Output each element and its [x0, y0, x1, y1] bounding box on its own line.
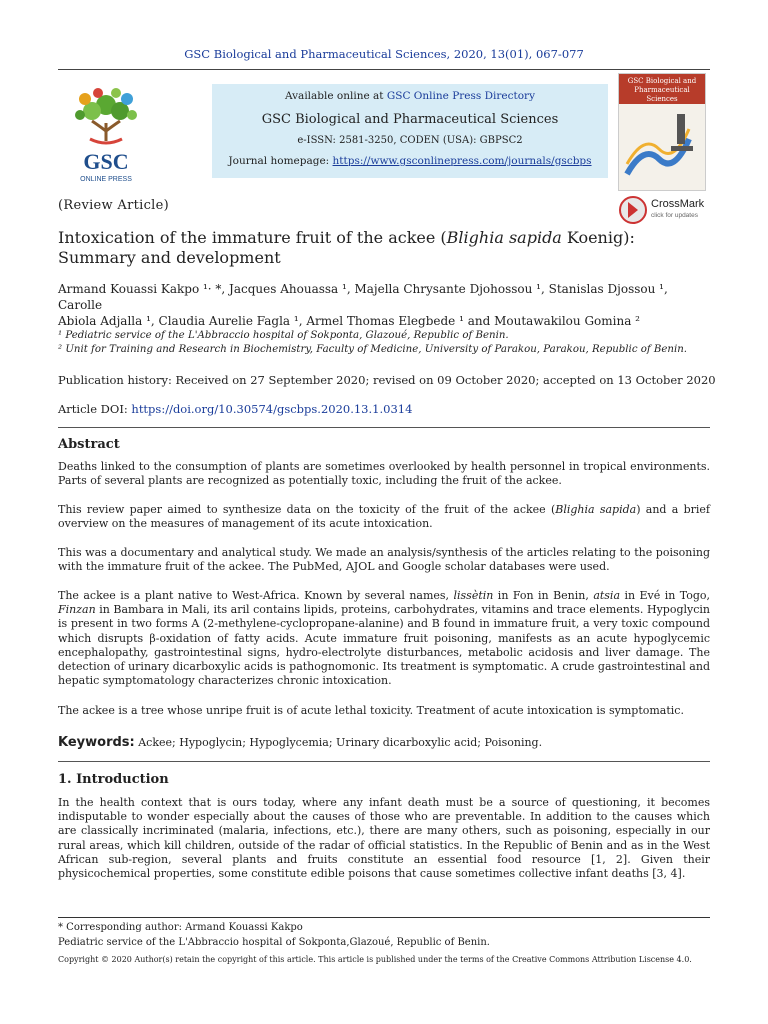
corresponding-author: * Corresponding author: Armand Kouassi Kakpo	[58, 922, 303, 933]
running-header: GSC Biological and Pharmaceutical Sciences, 2020, 13(01), 067-077	[184, 47, 584, 61]
cover-title: GSC Biological and Pharmaceutical Sciences	[619, 74, 705, 104]
section-heading: 1. Introduction	[58, 772, 169, 787]
keywords: Keywords: Ackee; Hypoglycin; Hypoglycemia; Urinary dicarboxylic acid; Poisoning.	[58, 735, 543, 750]
intro-paragraph: In the health context that is ours today, where any infant death must be a source of questioning, it becomes indisputable to wonder especially about the causes of those who are preventable. In addition to the causes which are classically incriminated (malaria, infections, etc.), there are many others, such as poisoning, especially in our rural areas, which kill children, outside of the radar of official statistics. In the Republic of Benin and as in the West African sub-region, several plants and fruits constitute an essential food resource [1, 2]. Given their physicochemical properties, some constitute edible poisons that cause sometimes collective infant deaths [3, 4].	[58, 796, 710, 881]
article-type: (Review Article)	[58, 198, 169, 213]
gsc-logo	[60, 81, 158, 189]
abstract-heading: Abstract	[58, 437, 120, 452]
issn-line: e-ISSN: 2581-3250, CODEN (USA): GBPSC2	[297, 135, 523, 146]
journal-cover-image	[618, 73, 706, 191]
homepage-link[interactable]: https://www.gsconlinepress.com/journals/gscbps	[332, 155, 592, 167]
crossmark-sub: click for updates	[651, 212, 698, 219]
svg-text:GSC: GSC	[83, 149, 129, 174]
journal-name: GSC Biological and Pharmaceutical Sciences	[261, 112, 559, 127]
crossmark-badge[interactable]	[619, 194, 703, 226]
keywords-label: Keywords:	[58, 735, 135, 750]
svg-text:ONLINE PRESS: ONLINE PRESS	[80, 176, 132, 183]
footnote-rule	[58, 917, 710, 918]
journal-info-box	[212, 84, 608, 178]
article-title: Intoxication of the immature fruit of the ackee (Blighia sapida Koenig): Summary and development	[58, 228, 635, 267]
affiliation-2: ² Unit for Training and Research in Biochemistry, Faculty of Medicine, University of Parakou, Parakou, Republic of Benin.	[58, 344, 688, 355]
corresponding-address: Pediatric service of the L'Abbraccio hospital of Sokponta,Glazoué, Republic of Benin.	[58, 937, 490, 948]
copyright-notice: Copyright © 2020 Author(s) retain the copyright of this article. This article is published under the terms of the Creative Commons Attribution Liscense 4.0.	[58, 955, 692, 964]
abstract-paragraph: The ackee is a plant native to West-Africa. Known by several names, lissètin in Fon in Benin, atsia in Evé in Togo, Finzan in Bambara in Mali, its aril contains lipids, proteins, carbohydrates, vitamins and trace elements. Hypoglycin is present in two forms A (2-methylene-cyclopropane-alanine) and B found in immature fruit, a very toxic compound which disrupts β-oxidation of fatty acids. Acute immature fruit poisoning, manifests as an acute hypoglycemic encephalopathy, gastrointestinal signs, hydro-electrolyte disturbances, metabolic acidosis and liver damage. The detection of urinary dicarboxylic acids is pathognomonic. Its treatment is symptomatic. A crude gastrointestinal and hepatic symptomatology characterizes chronic intoxication.	[58, 589, 711, 688]
affiliation-1: ¹ Pediatric service of the L'Abbraccio hospital of Sokponta, Glazoué, Republic of Benin.	[58, 330, 509, 341]
abstract-paragraph: Deaths linked to the consumption of plants are sometimes overlooked by health personnel in tropical environments. Parts of several plants are recognized as potentially toxic, including the fruit of the ackee.	[58, 460, 710, 488]
abstract-paragraph: The ackee is a tree whose unripe fruit is of acute lethal toxicity. Treatment of acute intoxication is symptomatic.	[58, 704, 684, 717]
header-rule	[58, 69, 710, 70]
crossmark-icon	[619, 196, 647, 224]
divider	[58, 761, 710, 762]
homepage-line: Journal homepage: https://www.gsconlinepress.com/journals/gscbps	[228, 155, 592, 167]
journal-banner	[60, 77, 710, 189]
doi-link[interactable]: https://doi.org/10.30574/gscbps.2020.13.1.0314	[131, 402, 413, 416]
tree-logo-icon	[60, 81, 158, 189]
abstract-paragraph: This was a documentary and analytical study. We made an analysis/synthesis of the articles relating to the poisoning with the immature fruit of the ackee. The PubMed, AJOL and Google scholar databases were used.	[58, 546, 710, 574]
abstract-paragraph: This review paper aimed to synthesize data on the toxicity of the fruit of the ackee (Blighia sapida) and a brief overview on the measures of management of its acute intoxication.	[58, 503, 710, 531]
directory-link[interactable]: GSC Online Press Directory	[386, 90, 536, 102]
availability-line: Available online at GSC Online Press Directory	[284, 90, 536, 102]
crossmark-label: CrossMark	[651, 198, 705, 210]
author-list: Armand Kouassi Kakpo ¹· *, Jacques Ahouassa ¹, Majella Chrysante Djohossou ¹, Stanislas Djossou ¹, Carolle Abiola Adjalla ¹, Claudia Aurelie Fagla ¹, Armel Thomas Elegbede ¹ and Moutawakilou Gomina ²	[58, 282, 668, 328]
divider	[58, 427, 710, 428]
publication-history: Publication history: Received on 27 September 2020; revised on 09 October 2020; accepted on 13 October 2020	[58, 373, 716, 387]
dna-microscope-icon	[619, 104, 705, 190]
article-doi: Article DOI: https://doi.org/10.30574/gscbps.2020.13.1.0314	[58, 402, 413, 416]
